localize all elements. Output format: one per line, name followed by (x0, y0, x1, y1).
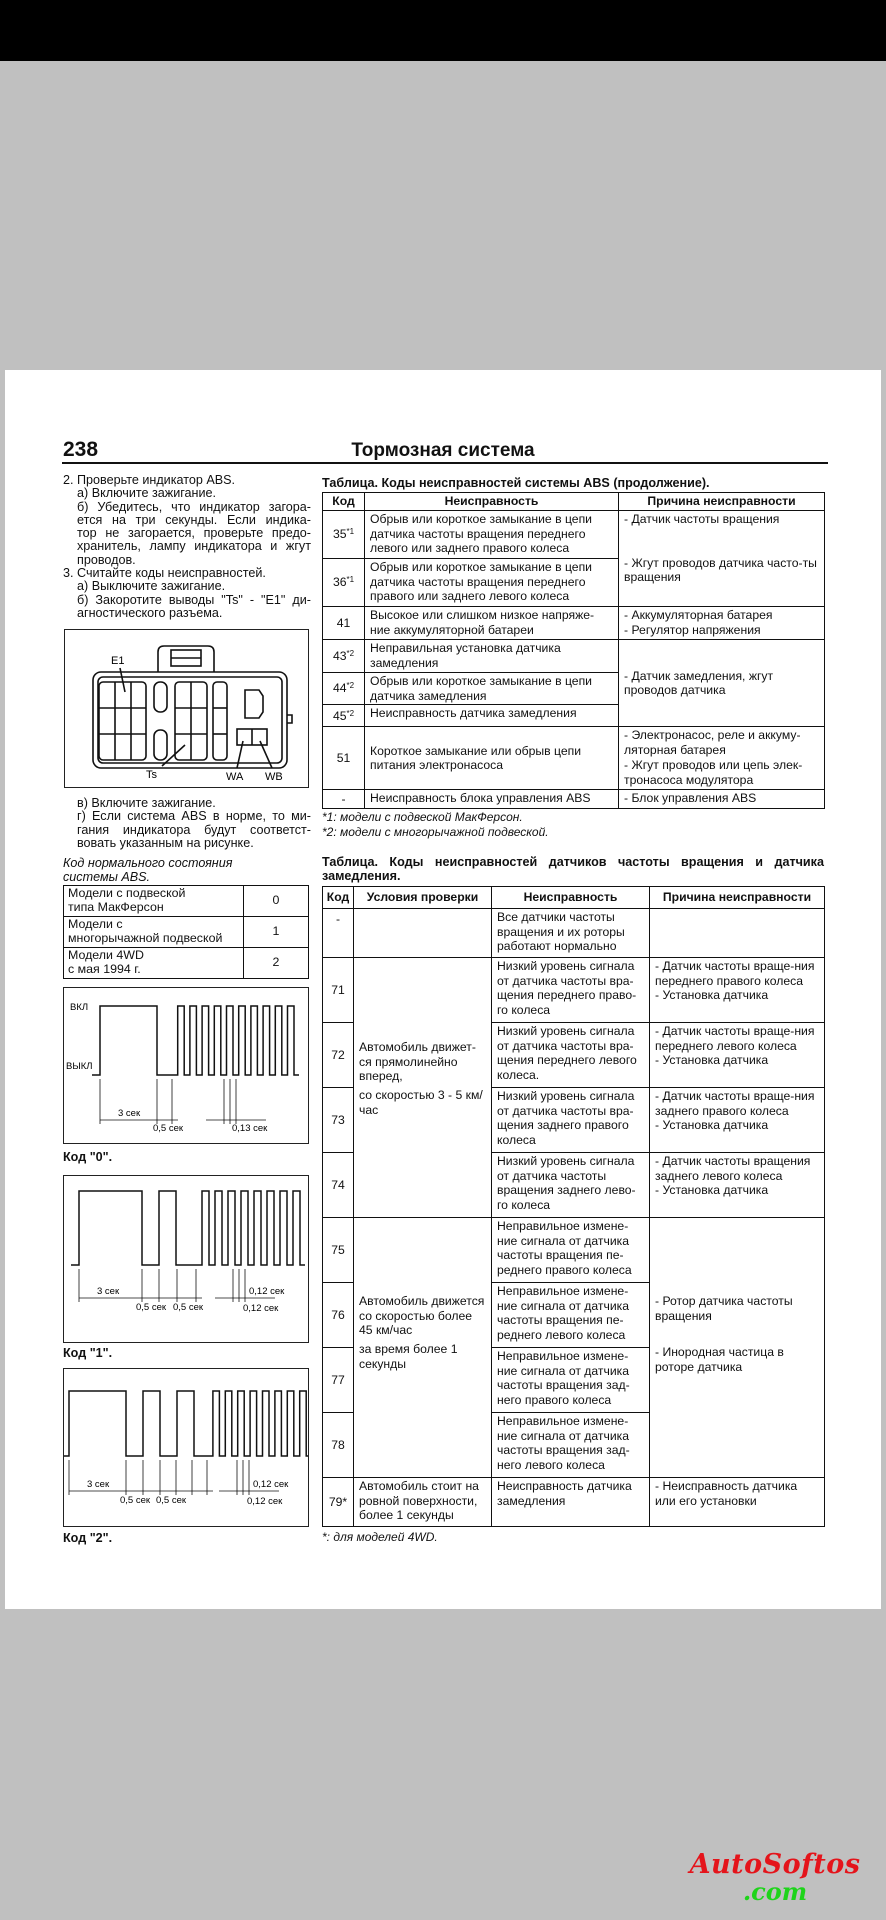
table-header-row (323, 493, 825, 511)
cause-cell: - Электронасос, реле и аккуму-ляторная батарея - Жгут проводов или цепь элек-тронасоса модулятора (619, 727, 825, 790)
instructions-steps-continued (63, 797, 311, 850)
cause-cell: - Блок управления ABS (619, 790, 825, 809)
fault-cell: Неправильная установка датчика замедления (365, 640, 619, 673)
timing-label: 0,12 сек (247, 1496, 283, 1507)
table-row (64, 948, 309, 979)
instructions-steps (63, 474, 311, 620)
instruction-line: гания индикатора будут соответст- (77, 822, 311, 837)
code-cell: - (323, 909, 354, 958)
header-rule (62, 462, 828, 464)
cause-cell: - Ротор датчика частоты вращения - Инородная частица в роторе датчика (650, 1218, 825, 1478)
top-status-bar (0, 0, 886, 61)
table1-footnotes (322, 810, 549, 840)
code-cell: 73 (323, 1088, 354, 1153)
signal-trace (71, 1191, 305, 1265)
instruction-line: а) Включите зажигание. (77, 486, 217, 501)
connector-diagram (64, 629, 309, 788)
footnote: *2: модели с многорычажной подвеской. (322, 825, 549, 839)
timing-label: 0,5 сек (136, 1302, 167, 1313)
off-level-label: ВЫКЛ (66, 1061, 93, 1072)
fault-cell: Высокое или слишком низкое напряже-ние аккумуляторной батареи (365, 607, 619, 640)
condition-cell: Автомобиль движет-ся прямолинейно вперед, со скоростью 3 - 5 км/час (354, 958, 492, 1218)
code-cell: 43$^{*2}$ (323, 640, 365, 673)
table-row (323, 790, 825, 809)
timing-label: 0,13 сек (232, 1123, 268, 1134)
footnote: *1: модели с подвеской МакФерсон. (322, 810, 523, 824)
instruction-line: агностического разъема. (77, 605, 223, 620)
waveform-caption-0: Код "0". (63, 1150, 113, 1164)
instruction-line: проводов. (77, 552, 136, 567)
code-cell: 71 (323, 958, 354, 1023)
abs-codes-table (322, 492, 825, 809)
header-cell: Причина неисправности (650, 887, 825, 909)
waveform-caption-1: Код "1". (63, 1346, 113, 1360)
model-cell: Модели с многорычажной подвеской (64, 917, 244, 948)
cause-cell: - Датчик частоты вращения заднего левого колеса - Установка датчика (650, 1153, 825, 1218)
table-row (64, 917, 309, 948)
cause-cell: - Датчик частоты враще-ния переднего левого колеса - Установка датчика (650, 1023, 825, 1088)
cause-cell (650, 909, 825, 958)
fault-cell: Неправильное измене-ние сигнала от датчика частоты вращения пе-реднего левого колеса (492, 1283, 650, 1348)
waveform-caption-2: Код "2". (63, 1531, 113, 1545)
cause-cell: - Датчик частоты враще-ния заднего правого колеса - Установка датчика (650, 1088, 825, 1153)
header-cause: Причина неисправности (619, 493, 825, 511)
timing-label: 0,5 сек (153, 1123, 184, 1134)
fault-cell: Низкий уровень сигнала от датчика частоты вращения заднего лево-го колеса (492, 1153, 650, 1218)
document-page (5, 370, 881, 1609)
page-number: 238 (63, 438, 99, 461)
signal-trace (92, 1006, 299, 1075)
code-cell: 44$^{*2}$ (323, 673, 365, 705)
table-row (323, 1218, 825, 1283)
code-cell: 74 (323, 1153, 354, 1218)
model-cell: Модели с подвеской типа МакФерсон (64, 886, 244, 917)
fault-cell: Обрыв или короткое замыкание в цепи датчика частоты вращения переднего левого или заднего правого колеса (365, 511, 619, 559)
timing-label: 0,12 сек (249, 1286, 285, 1297)
code-cell: 0 (244, 886, 309, 917)
model-cell: Модели 4WD с мая 1994 г. (64, 948, 244, 979)
pin-label-e1: E1 (111, 655, 125, 667)
timing-label: 0,12 сек (243, 1303, 279, 1314)
code-cell: 41 (323, 607, 365, 640)
caption-line: Код нормального состояния (63, 856, 233, 870)
waveform-code-1 (63, 1175, 309, 1343)
caption-line: системы ABS. (63, 870, 151, 884)
cause-cell: - Датчик замедления, жгут проводов датчика (619, 640, 825, 727)
code-cell: 51 (323, 727, 365, 790)
cause-cell: - Датчик частоты враще-ния переднего правого колеса - Установка датчика (650, 958, 825, 1023)
instruction-line: б) Убедитесь, что индикатор загора- (77, 499, 311, 514)
code-cell: 75 (323, 1218, 354, 1283)
table-header-row (323, 887, 825, 909)
code-cell: 36$^{*1}$ (323, 559, 365, 607)
instruction-line: вовать указанным на рисунке. (77, 835, 254, 850)
instruction-line: а) Выключите зажигание. (77, 579, 226, 594)
table-row (323, 909, 825, 958)
timing-label: 0,5 сек (173, 1302, 204, 1313)
header-cell: Код (323, 887, 354, 909)
code-cell: 2 (244, 948, 309, 979)
timing-label: 0,12 сек (253, 1479, 289, 1490)
table1-title: Таблица. Коды неисправностей системы ABS (продолжение). (322, 476, 710, 490)
cause-cell: - Аккумуляторная батарея - Регулятор напряжения (619, 607, 825, 640)
cause-cell: - Неисправность датчика или его установки (650, 1478, 825, 1527)
fault-cell: Низкий уровень сигнала от датчика частоты вра-щения переднего левого колеса. (492, 1023, 650, 1088)
timing-label: 3 сек (97, 1286, 120, 1297)
fault-cell: Неисправность блока управления ABS (365, 790, 619, 809)
instruction-line: 3. Считайте коды неисправностей. (63, 566, 266, 581)
table-row (323, 640, 825, 673)
fault-cell: Низкий уровень сигнала от датчика частоты вра-щения заднего правого колеса (492, 1088, 650, 1153)
header-cell: Неисправность (492, 887, 650, 909)
fault-cell: Обрыв или короткое замыкание в цепи датчика замедления (365, 673, 619, 705)
fault-cell: Неправильное измене-ние сигнала от датчика частоты вращения зад-него правого колеса (492, 1348, 650, 1413)
normal-code-caption (63, 856, 232, 884)
instruction-line: б) Закоротите выводы "Ts" - "E1" ди- (77, 592, 311, 607)
fault-cell: Низкий уровень сигнала от датчика частоты вра-щения переднего право-го колеса (492, 958, 650, 1023)
pin-label-wb: WB (265, 771, 283, 783)
header-code: Код (323, 493, 365, 511)
pin-label-ts: Ts (146, 769, 157, 781)
code-cell: 45$^{*2}$ (323, 705, 365, 727)
normal-codes-table (63, 885, 309, 979)
code-cell: 72 (323, 1023, 354, 1088)
timing-label: 3 сек (118, 1108, 141, 1119)
condition-cell (354, 909, 492, 958)
pin-label-wa: WA (226, 771, 244, 783)
condition-cell: Автомобиль стоит на ровной поверхности, более 1 секунды (354, 1478, 492, 1527)
sensor-codes-table (322, 886, 825, 1527)
fault-cell: Короткое замыкание или обрыв цепи питания электронасоса (365, 727, 619, 790)
table-row (323, 607, 825, 640)
watermark-text: AutoSoftos (689, 1849, 861, 1880)
table2-footnote: *: для моделей 4WD. (322, 1530, 438, 1544)
instruction-line: ется на три секунды. Если индика- (77, 512, 311, 527)
timing-label: 3 сек (87, 1479, 110, 1490)
table-row (323, 1478, 825, 1527)
fault-cell: Обрыв или короткое замыкание в цепи датчика частоты вращения переднего правого или заднего левого колеса (365, 559, 619, 607)
page-title: Тормозная система (351, 440, 535, 461)
timing-label: 0,5 сек (120, 1495, 151, 1506)
instruction-line: 2. Проверьте индикатор ABS. (63, 473, 236, 487)
fault-cell: Неисправность датчика замедления (492, 1478, 650, 1527)
code-cell: 76 (323, 1283, 354, 1348)
waveform-code-0 (63, 987, 309, 1144)
code-cell: 1 (244, 917, 309, 948)
condition-cell: Автомобиль движется со скоростью более 45 км/час за время более 1 секунды (354, 1218, 492, 1478)
watermark-domain: .com (742, 1877, 808, 1906)
header-fault: Неисправность (365, 493, 619, 511)
watermark-logo (683, 1850, 867, 1904)
table-row (323, 958, 825, 1023)
header-cell: Условия проверки (354, 887, 492, 909)
fault-cell: Неправильное измене-ние сигнала от датчика частоты вращения зад-него левого колеса (492, 1413, 650, 1478)
table2-title: Таблица. Коды неисправностей датчиков частоты вращения и датчика замедления. (322, 855, 824, 883)
instruction-line: г) Если система ABS в норме, то ми- (77, 809, 311, 824)
cause-cell: - Датчик частоты вращения - Жгут проводов датчика часто-ты вращения (619, 511, 825, 607)
fault-cell: Все датчики частоты вращения и их роторы работают нормально (492, 909, 650, 958)
waveform-code-2 (63, 1368, 309, 1527)
code-cell: - (323, 790, 365, 809)
code-cell: 79* (323, 1478, 354, 1527)
instruction-line: тор не загорается, проверьте предо- (77, 526, 311, 541)
signal-trace (64, 1391, 308, 1456)
table-row (323, 727, 825, 790)
fault-cell: Неправильное измене-ние сигнала от датчика частоты вращения пе-реднего правого колеса (492, 1218, 650, 1283)
table-row (323, 511, 825, 559)
fault-cell: Неисправность датчика замедления (365, 705, 619, 727)
code-cell: 78 (323, 1413, 354, 1478)
diagnostic-connector-drawing (65, 630, 308, 787)
code-cell: 35$^{*1}$ (323, 511, 365, 559)
on-level-label: ВКЛ (70, 1002, 89, 1013)
timing-label: 0,5 сек (156, 1495, 187, 1506)
table-row (64, 886, 309, 917)
instruction-line: в) Включите зажигание. (77, 796, 216, 810)
code-cell: 77 (323, 1348, 354, 1413)
instruction-line: хранитель, лампу индикатора и жгут (77, 539, 311, 554)
